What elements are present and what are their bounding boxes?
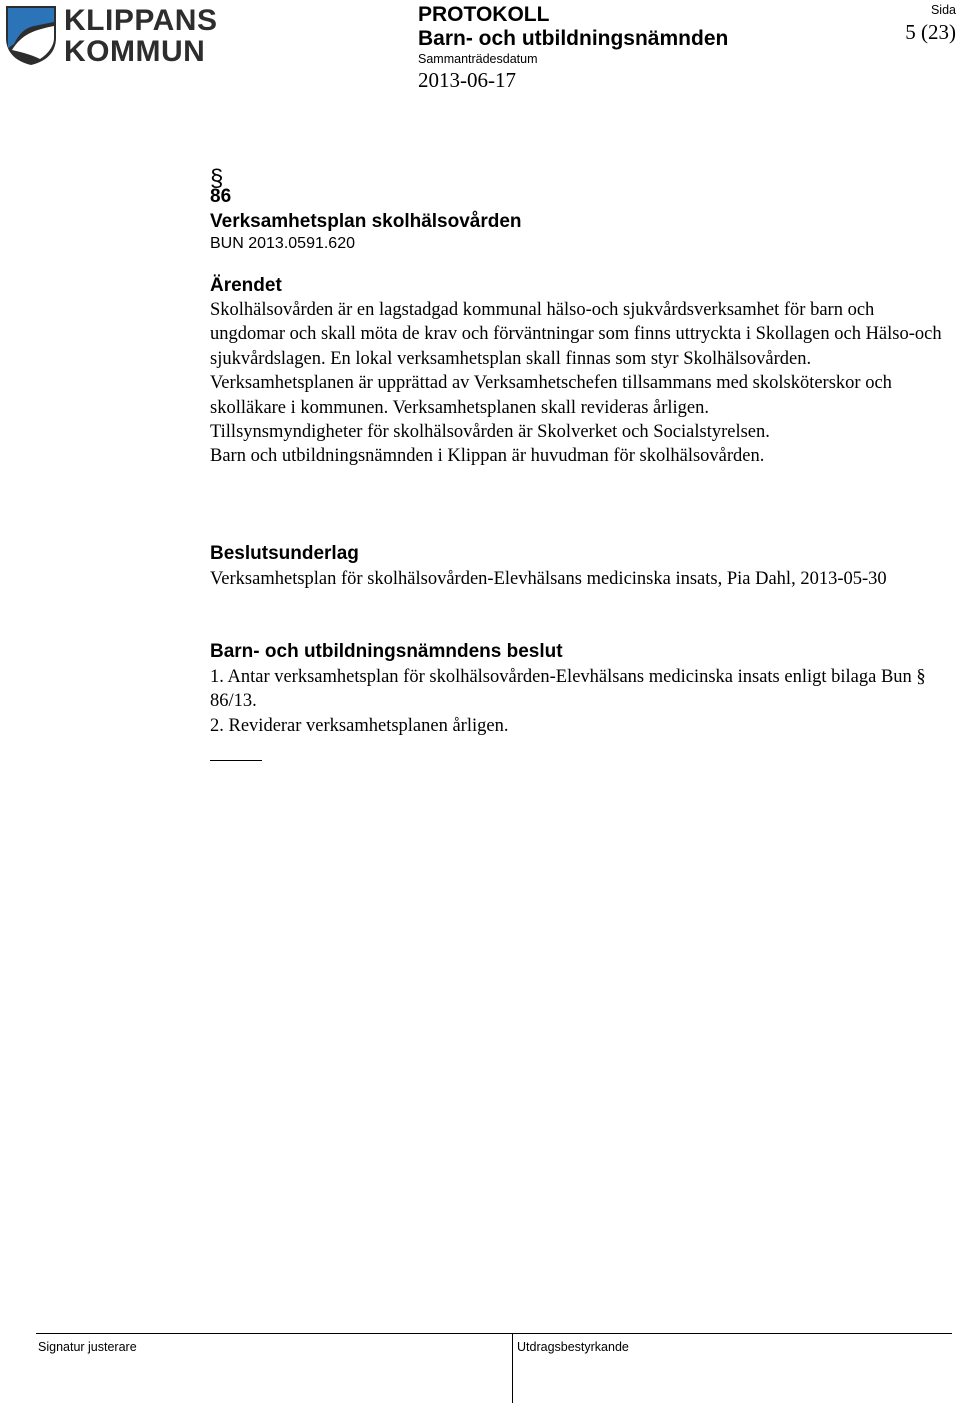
section-title: Verksamhetsplan skolhälsovården	[210, 211, 522, 232]
arendet-paragraph: Tillsynsmyndigheter för skolhälsovården är Skolverket och Socialstyrelsen.	[210, 422, 770, 443]
decision-item: 1. Antar verksamhetsplan för skolhälsovården-Elevhälsans medicinska insats enligt bilaga Bun § 86/13.	[210, 667, 926, 712]
arendet-body	[210, 298, 950, 469]
footer-rule	[36, 1333, 952, 1334]
arendet-paragraph: Verksamhetsplanen är upprättad av Verksamhetschefen tillsammans med skolsköterskor och skolläkare i kommunen. Verksamhetsplanen skall revideras årligen.	[210, 373, 892, 418]
case-number: BUN 2013.0591.620	[210, 235, 355, 252]
extract-certification-label: Utdragsbestyrkande	[517, 1340, 629, 1354]
section-end-rule	[210, 760, 262, 761]
committee-name: Barn- och utbildningsnämnden	[418, 27, 729, 50]
beslutsunderlag-body	[210, 567, 950, 591]
municipality-logo	[4, 4, 218, 68]
decision-heading: Barn- och utbildningsnämndens beslut	[210, 641, 563, 662]
klippan-coat-of-arms-icon	[4, 4, 58, 66]
footer-divider	[512, 1333, 513, 1403]
paragraph-number: 86	[210, 186, 232, 207]
beslutsunderlag-text: Verksamhetsplan för skolhälsovården-Elevhälsans medicinska insats, Pia Dahl, 2013-05-30	[210, 569, 887, 589]
arendet-paragraph: Skolhälsovården är en lagstadgad kommunal hälso-och sjukvårdsverksamhet för barn och ungdomar och skall möta de krav och förväntningar som finns uttryckta i Skollagen och Hälso-och sjukvårdslagen. En lokal verksamhetsplan skall finnas som styr Skolhälsovården.	[210, 300, 942, 369]
meeting-date-label: Sammanträdesdatum	[418, 52, 538, 66]
decision-body	[210, 665, 950, 738]
document-type: PROTOKOLL	[418, 3, 550, 26]
logo-text-klippans: KLIPPANS	[64, 4, 218, 37]
paragraph-symbol: §	[210, 165, 224, 192]
page-number: 5 (23)	[905, 20, 956, 44]
arendet-paragraph: Barn och utbildningsnämnden i Klippan är huvudman för skolhälsovården.	[210, 446, 765, 467]
page-label: Sida	[930, 3, 956, 17]
beslutsunderlag-heading: Beslutsunderlag	[210, 543, 359, 564]
logo-text-kommun: KOMMUN	[64, 35, 206, 68]
signature-label: Signatur justerare	[38, 1340, 137, 1354]
meeting-date: 2013-06-17	[418, 68, 516, 92]
section-heading	[210, 165, 522, 254]
arendet-heading: Ärendet	[210, 275, 282, 296]
decision-item: 2. Reviderar verksamhetsplanen årligen.	[210, 715, 509, 736]
